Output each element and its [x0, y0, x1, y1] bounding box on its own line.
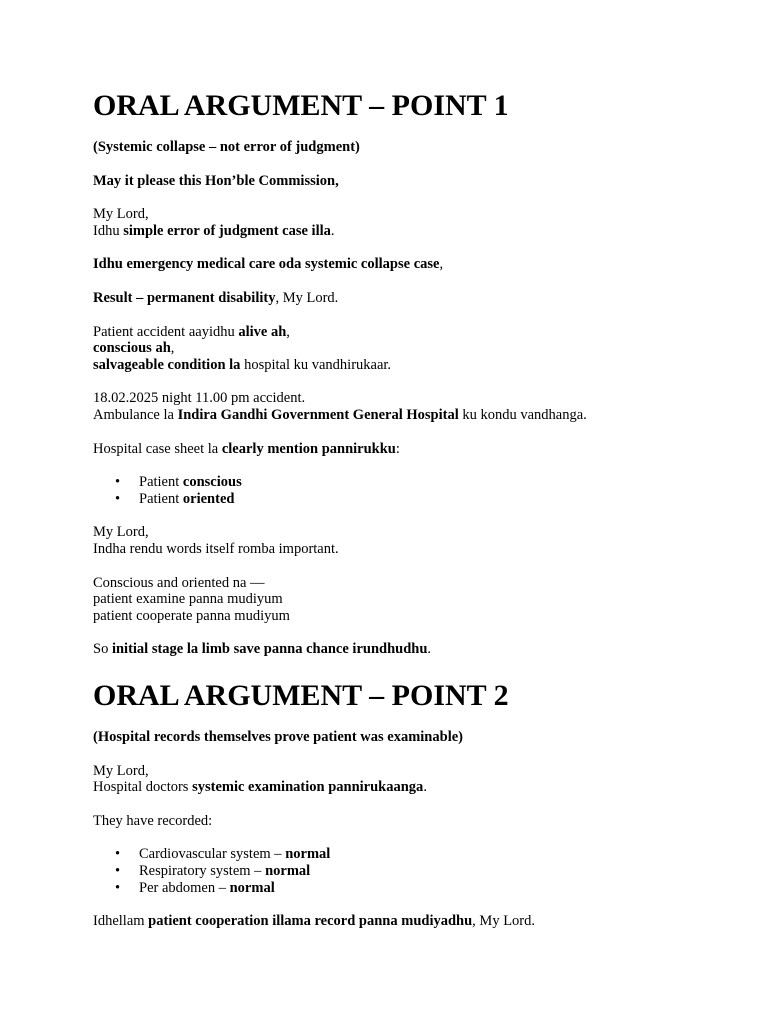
greeting: May it please this Hon’ble Commission,: [93, 172, 339, 189]
list-item: • Respiratory system – normal: [93, 863, 535, 880]
paragraph: My Lord, Indha rendu words itself romba important.: [93, 524, 339, 557]
point2-subtitle: (Hospital records themselves prove patient was examinable): [93, 729, 463, 745]
paragraph: My Lord, Hospital doctors systemic examination pannirukaanga.: [93, 762, 427, 796]
point2-section: [93, 729, 535, 930]
bullet-list: [93, 474, 587, 507]
paragraph: Hospital case sheet la clearly mention pannirukku:: [93, 440, 400, 457]
paragraph: My Lord, Idhu simple error of judgment case illa.: [93, 206, 335, 239]
paragraph: They have recorded:: [93, 812, 213, 829]
paragraph: Idhu emergency medical care oda systemic collapse case,: [93, 256, 444, 273]
paragraph: 18.02.2025 night 11.00 pm accident. Ambulance la Indira Gandhi Government General Hospital ku kondu vandhanga.: [93, 390, 587, 423]
list-item: • Patient oriented: [93, 491, 587, 508]
list-item: • Per abdomen – normal: [93, 880, 535, 897]
list-item: • Cardiovascular system – normal: [93, 846, 535, 863]
point1-subtitle: (Systemic collapse – not error of judgment): [93, 139, 360, 155]
list-item: • Patient conscious: [93, 474, 587, 491]
bullet-list: [93, 846, 535, 896]
paragraph: So initial stage la limb save panna chance irundhudhu.: [93, 641, 432, 658]
point1-section: [93, 139, 587, 658]
paragraph: Result – permanent disability, My Lord.: [93, 289, 339, 306]
paragraph: Idhellam patient cooperation illama record panna mudiyadhu, My Lord.: [93, 913, 536, 930]
paragraph: Patient accident aayidhu alive ah, conscious ah, salvageable condition la hospital ku vandhirukaar.: [93, 323, 392, 373]
point2-heading: ORAL ARGUMENT – POINT 2: [93, 679, 509, 712]
paragraph: Conscious and oriented na — patient examine panna mudiyum patient cooperate panna mudiyum: [93, 574, 290, 624]
point1-heading: ORAL ARGUMENT – POINT 1: [93, 89, 509, 122]
